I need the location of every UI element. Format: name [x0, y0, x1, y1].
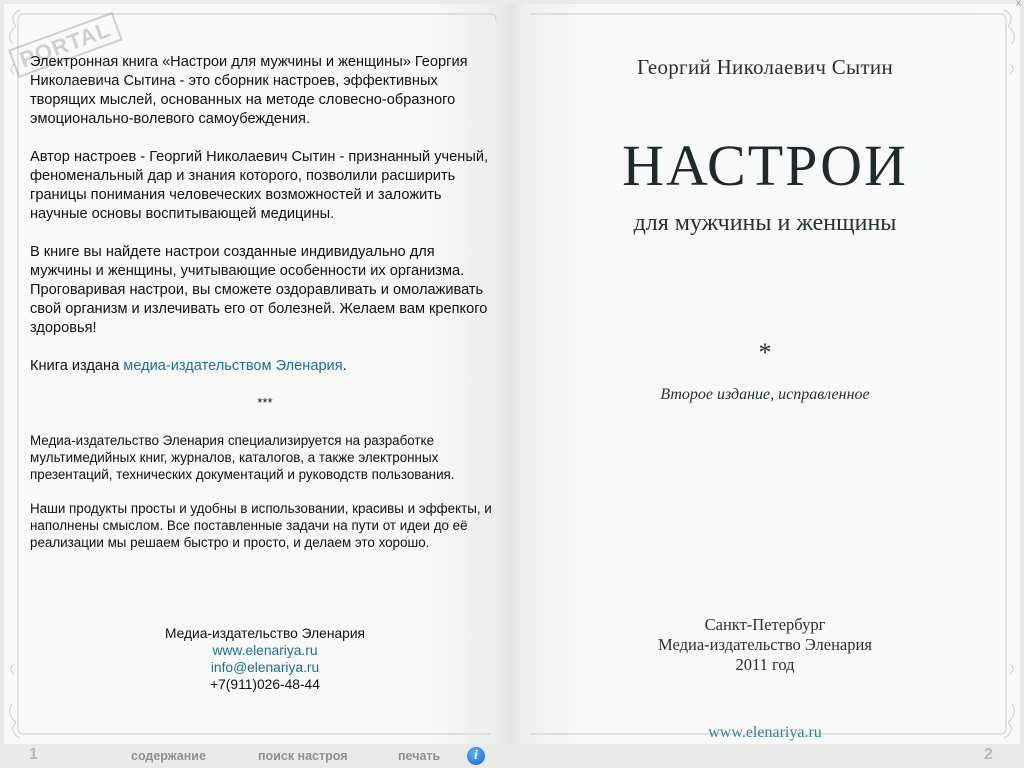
edition-note: Второе издание, исправленное: [660, 386, 870, 403]
left-page-text: [30, 53, 500, 568]
imprint-publisher: Медиа-издательство Эленария: [658, 635, 872, 654]
bottom-navbar: [0, 744, 1024, 768]
right-page: [510, 4, 1020, 744]
book-author: Георгий Николаевич Сытин: [636, 55, 894, 79]
left-page: [4, 4, 510, 744]
about-paragraph-1: Медиа-издательство Эленария специализируется на разработке мультимедийных книг, журналов, каталогов, а также электронных презентаций, технических документаций и руководств пользования.: [30, 433, 455, 482]
left-page-number: 1: [29, 746, 38, 763]
published-by: [30, 357, 500, 376]
asterisk-ornament: *: [758, 338, 772, 367]
book-subtitle: для мужчины и женщины: [633, 210, 897, 236]
contacts-block: [34, 625, 496, 693]
publisher-link[interactable]: медиа-издательством Эленария: [123, 358, 343, 374]
published-prefix: Книга издана: [30, 358, 124, 374]
about-paragraph-2: Наши продукты просты и удобны в использовании, красивы и эффекты, и наполнены смыслом. Все поставленные задачи на пути от идеи до её реализации мы решаем быстро и просто, и делаем это хорошо.: [30, 501, 492, 550]
print-button[interactable]: печать: [398, 749, 441, 763]
intro-paragraph-3: В книге вы найдете настрои созданные индивидуально для мужчины и женщины, учитывающие особенности их организма. Проговаривая настрои, вы сможете оздоравливать и омолаживать свой организм и излечивать его от болезней. Желаем вам крепкого здоровья!: [30, 244, 488, 336]
right-page-number: 2: [984, 746, 993, 763]
imprint-city: Санкт-Петербург: [704, 615, 826, 634]
website-link[interactable]: www.elenariya.ru: [212, 643, 318, 658]
contents-button[interactable]: содержание: [131, 749, 206, 763]
published-suffix: .: [342, 358, 347, 374]
phone-number: +7(911)026-48-44: [210, 677, 320, 692]
search-button[interactable]: поиск настроя: [258, 749, 348, 763]
book-title: НАСТРОИ: [622, 133, 908, 198]
portal-watermark: PORTAL: [8, 12, 122, 78]
right-page-website-link[interactable]: www.elenariya.ru: [708, 724, 822, 741]
close-icon[interactable]: x: [1016, 0, 1021, 9]
separator: ***: [257, 395, 273, 410]
info-icon[interactable]: i: [467, 747, 485, 765]
intro-paragraph-1: Электронная книга «Настрои для мужчины и женщины» Георгия Николаевича Сытина - это сборник настроев, эффективных творящих мыслей, основанных на методе словесно-образного эмоционально-волевого самоубеждения.: [30, 54, 468, 127]
imprint-year: 2011 год: [735, 655, 795, 674]
email-link[interactable]: info@elenariya.ru: [210, 660, 320, 675]
imprint: [510, 615, 1020, 675]
contacts-name: Медиа-издательство Эленария: [164, 626, 366, 641]
intro-paragraph-2: Автор настроев - Георгий Николаевич Сытин - признанный ученый, феноменальный дар и знания которого, позволили расширить границы понимания человеческих возможностей и заложить научные основы воспитывающей медицины.: [30, 149, 489, 222]
